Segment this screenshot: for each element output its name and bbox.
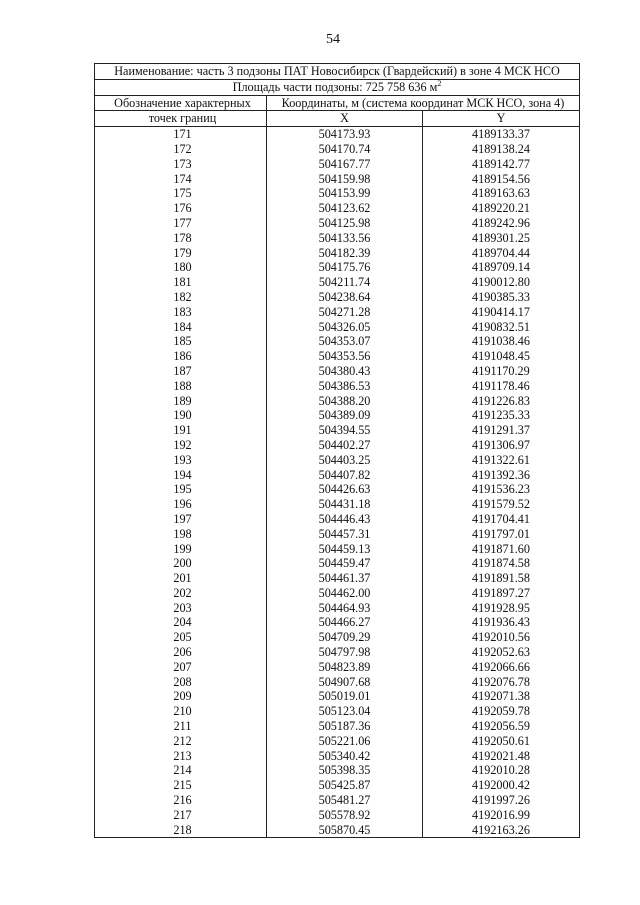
y-value: 4192056.59 <box>423 719 580 734</box>
x-value: 504123.62 <box>267 201 423 216</box>
y-value: 4192071.38 <box>423 689 580 704</box>
table-row <box>95 157 580 172</box>
point-number: 192 <box>95 438 267 453</box>
x-value: 504407.82 <box>267 468 423 483</box>
x-value: 504459.47 <box>267 556 423 571</box>
y-value: 4192021.48 <box>423 749 580 764</box>
point-number: 215 <box>95 778 267 793</box>
y-value: 4192000.42 <box>423 778 580 793</box>
table-row <box>95 808 580 823</box>
x-value: 504133.56 <box>267 231 423 246</box>
x-value: 504182.39 <box>267 246 423 261</box>
x-value: 504353.56 <box>267 349 423 364</box>
point-number: 177 <box>95 216 267 231</box>
table-row <box>95 749 580 764</box>
point-number: 198 <box>95 527 267 542</box>
table-row <box>95 468 580 483</box>
y-value: 4191936.43 <box>423 615 580 630</box>
y-value: 4191874.58 <box>423 556 580 571</box>
point-number: 174 <box>95 172 267 187</box>
y-header: Y <box>423 111 580 127</box>
point-number: 214 <box>95 763 267 778</box>
point-number: 199 <box>95 542 267 557</box>
point-label-header-line2: точек границ <box>95 111 267 127</box>
x-value: 504386.53 <box>267 379 423 394</box>
y-value: 4191048.45 <box>423 349 580 364</box>
table-row <box>95 556 580 571</box>
y-value: 4191797.01 <box>423 527 580 542</box>
y-value: 4189138.24 <box>423 142 580 157</box>
y-value: 4190385.33 <box>423 290 580 305</box>
y-value: 4189301.25 <box>423 231 580 246</box>
table-row <box>95 231 580 246</box>
x-value: 505578.92 <box>267 808 423 823</box>
y-value: 4191322.61 <box>423 453 580 468</box>
table-row <box>95 704 580 719</box>
y-value: 4189709.14 <box>423 260 580 275</box>
x-value: 504426.63 <box>267 482 423 497</box>
y-value: 4191235.33 <box>423 408 580 423</box>
point-number: 211 <box>95 719 267 734</box>
y-value: 4192076.78 <box>423 675 580 690</box>
y-value: 4192066.66 <box>423 660 580 675</box>
point-number: 171 <box>95 127 267 142</box>
table-row <box>95 260 580 275</box>
x-value: 504462.00 <box>267 586 423 601</box>
y-value: 4192010.28 <box>423 763 580 778</box>
table-row <box>95 823 580 838</box>
point-number: 204 <box>95 615 267 630</box>
table-row <box>95 512 580 527</box>
point-number: 213 <box>95 749 267 764</box>
point-number: 182 <box>95 290 267 305</box>
x-value: 504173.93 <box>267 127 423 142</box>
point-number: 218 <box>95 823 267 838</box>
table-row <box>95 290 580 305</box>
y-value: 4192050.61 <box>423 734 580 749</box>
table-row <box>95 334 580 349</box>
table-row <box>95 660 580 675</box>
x-value: 504431.18 <box>267 497 423 512</box>
x-value: 504797.98 <box>267 645 423 660</box>
x-value: 504446.43 <box>267 512 423 527</box>
point-number: 178 <box>95 231 267 246</box>
y-value: 4191928.95 <box>423 601 580 616</box>
table-row <box>95 453 580 468</box>
x-header: X <box>267 111 423 127</box>
point-number: 195 <box>95 482 267 497</box>
table-row <box>95 630 580 645</box>
x-value: 504170.74 <box>267 142 423 157</box>
point-number: 190 <box>95 408 267 423</box>
table-row <box>95 482 580 497</box>
point-number: 189 <box>95 394 267 409</box>
table-row <box>95 571 580 586</box>
point-number: 203 <box>95 601 267 616</box>
coords-header: Координаты, м (система координат МСК НСО, зона 4) <box>267 95 580 111</box>
x-value: 505870.45 <box>267 823 423 838</box>
y-value: 4192163.26 <box>423 823 580 838</box>
table-row <box>95 201 580 216</box>
table-row <box>95 408 580 423</box>
x-value: 504175.76 <box>267 260 423 275</box>
area-superscript: 2 <box>437 79 442 88</box>
point-number: 216 <box>95 793 267 808</box>
table-row <box>95 349 580 364</box>
table-row <box>95 675 580 690</box>
table-row <box>95 423 580 438</box>
x-value: 504353.07 <box>267 334 423 349</box>
point-number: 183 <box>95 305 267 320</box>
x-value: 504402.27 <box>267 438 423 453</box>
x-value: 504271.28 <box>267 305 423 320</box>
y-value: 4189154.56 <box>423 172 580 187</box>
y-value: 4189142.77 <box>423 157 580 172</box>
y-value: 4192010.56 <box>423 630 580 645</box>
y-value: 4190414.17 <box>423 305 580 320</box>
point-number: 208 <box>95 675 267 690</box>
y-value: 4191891.58 <box>423 571 580 586</box>
y-value: 4190832.51 <box>423 320 580 335</box>
table-row <box>95 127 580 142</box>
point-number: 186 <box>95 349 267 364</box>
point-number: 173 <box>95 157 267 172</box>
x-value: 504457.31 <box>267 527 423 542</box>
point-number: 210 <box>95 704 267 719</box>
y-value: 4192059.78 <box>423 704 580 719</box>
x-value: 504464.93 <box>267 601 423 616</box>
table-row <box>95 438 580 453</box>
x-value: 504211.74 <box>267 275 423 290</box>
x-value: 504466.27 <box>267 615 423 630</box>
point-number: 202 <box>95 586 267 601</box>
x-value: 505123.04 <box>267 704 423 719</box>
y-value: 4191178.46 <box>423 379 580 394</box>
y-value: 4189163.63 <box>423 186 580 201</box>
x-value: 504167.77 <box>267 157 423 172</box>
table-row <box>95 527 580 542</box>
x-value: 504394.55 <box>267 423 423 438</box>
point-label-header-line1: Обозначение характерных <box>95 95 267 111</box>
x-value: 504823.89 <box>267 660 423 675</box>
table-row <box>95 763 580 778</box>
x-value: 504907.68 <box>267 675 423 690</box>
point-number: 205 <box>95 630 267 645</box>
y-value: 4192052.63 <box>423 645 580 660</box>
x-value: 504403.25 <box>267 453 423 468</box>
table-row <box>95 615 580 630</box>
table-row <box>95 186 580 201</box>
x-value: 505425.87 <box>267 778 423 793</box>
y-value: 4191536.23 <box>423 482 580 497</box>
point-number: 194 <box>95 468 267 483</box>
point-number: 180 <box>95 260 267 275</box>
point-number: 197 <box>95 512 267 527</box>
point-number: 188 <box>95 379 267 394</box>
point-number: 191 <box>95 423 267 438</box>
point-number: 196 <box>95 497 267 512</box>
point-number: 206 <box>95 645 267 660</box>
point-number: 184 <box>95 320 267 335</box>
x-value: 505481.27 <box>267 793 423 808</box>
point-number: 209 <box>95 689 267 704</box>
table-header <box>95 64 580 127</box>
page-number: 54 <box>326 32 340 47</box>
x-value: 505187.36 <box>267 719 423 734</box>
point-number: 185 <box>95 334 267 349</box>
y-value: 4191704.41 <box>423 512 580 527</box>
y-value: 4191170.29 <box>423 364 580 379</box>
table-row <box>95 778 580 793</box>
x-value: 504388.20 <box>267 394 423 409</box>
table-row <box>95 172 580 187</box>
y-value: 4191392.36 <box>423 468 580 483</box>
x-value: 505340.42 <box>267 749 423 764</box>
y-value: 4191306.97 <box>423 438 580 453</box>
subzone-area <box>95 79 580 95</box>
y-value: 4191997.26 <box>423 793 580 808</box>
x-value: 504461.37 <box>267 571 423 586</box>
point-number: 217 <box>95 808 267 823</box>
table-row <box>95 142 580 157</box>
table-row <box>95 379 580 394</box>
y-value: 4189704.44 <box>423 246 580 261</box>
table-row <box>95 305 580 320</box>
point-number: 187 <box>95 364 267 379</box>
point-number: 172 <box>95 142 267 157</box>
x-value: 504238.64 <box>267 290 423 305</box>
table-row <box>95 394 580 409</box>
point-number: 176 <box>95 201 267 216</box>
y-value: 4191226.83 <box>423 394 580 409</box>
x-value: 504153.99 <box>267 186 423 201</box>
x-value: 504380.43 <box>267 364 423 379</box>
point-number: 193 <box>95 453 267 468</box>
point-number: 201 <box>95 571 267 586</box>
table-row <box>95 689 580 704</box>
x-value: 505398.35 <box>267 763 423 778</box>
y-value: 4189242.96 <box>423 216 580 231</box>
x-value: 504326.05 <box>267 320 423 335</box>
point-number: 175 <box>95 186 267 201</box>
y-value: 4189220.21 <box>423 201 580 216</box>
table-row <box>95 734 580 749</box>
table-row <box>95 542 580 557</box>
table-body <box>95 127 580 838</box>
table-row <box>95 216 580 231</box>
x-value: 505221.06 <box>267 734 423 749</box>
y-value: 4191897.27 <box>423 586 580 601</box>
subzone-name: Наименование: часть 3 подзоны ПАТ Новосибирск (Гвардейский) в зоне 4 МСК НСО <box>95 64 580 80</box>
y-value: 4192016.99 <box>423 808 580 823</box>
point-number: 212 <box>95 734 267 749</box>
table-row <box>95 719 580 734</box>
table-row <box>95 320 580 335</box>
table-row <box>95 246 580 261</box>
x-value: 504389.09 <box>267 408 423 423</box>
y-value: 4191038.46 <box>423 334 580 349</box>
table-row <box>95 586 580 601</box>
area-text: Площадь части подзоны: 725 758 636 м <box>232 79 438 94</box>
point-number: 207 <box>95 660 267 675</box>
table-row <box>95 275 580 290</box>
y-value: 4190012.80 <box>423 275 580 290</box>
point-number: 181 <box>95 275 267 290</box>
x-value: 504125.98 <box>267 216 423 231</box>
table-row <box>95 497 580 512</box>
table-row <box>95 645 580 660</box>
point-number: 179 <box>95 246 267 261</box>
y-value: 4191291.37 <box>423 423 580 438</box>
table-row <box>95 364 580 379</box>
point-number: 200 <box>95 556 267 571</box>
y-value: 4191871.60 <box>423 542 580 557</box>
x-value: 504159.98 <box>267 172 423 187</box>
table-row <box>95 601 580 616</box>
coordinates-table <box>94 63 580 838</box>
x-value: 504459.13 <box>267 542 423 557</box>
table-row <box>95 793 580 808</box>
y-value: 4191579.52 <box>423 497 580 512</box>
y-value: 4189133.37 <box>423 127 580 142</box>
x-value: 504709.29 <box>267 630 423 645</box>
x-value: 505019.01 <box>267 689 423 704</box>
